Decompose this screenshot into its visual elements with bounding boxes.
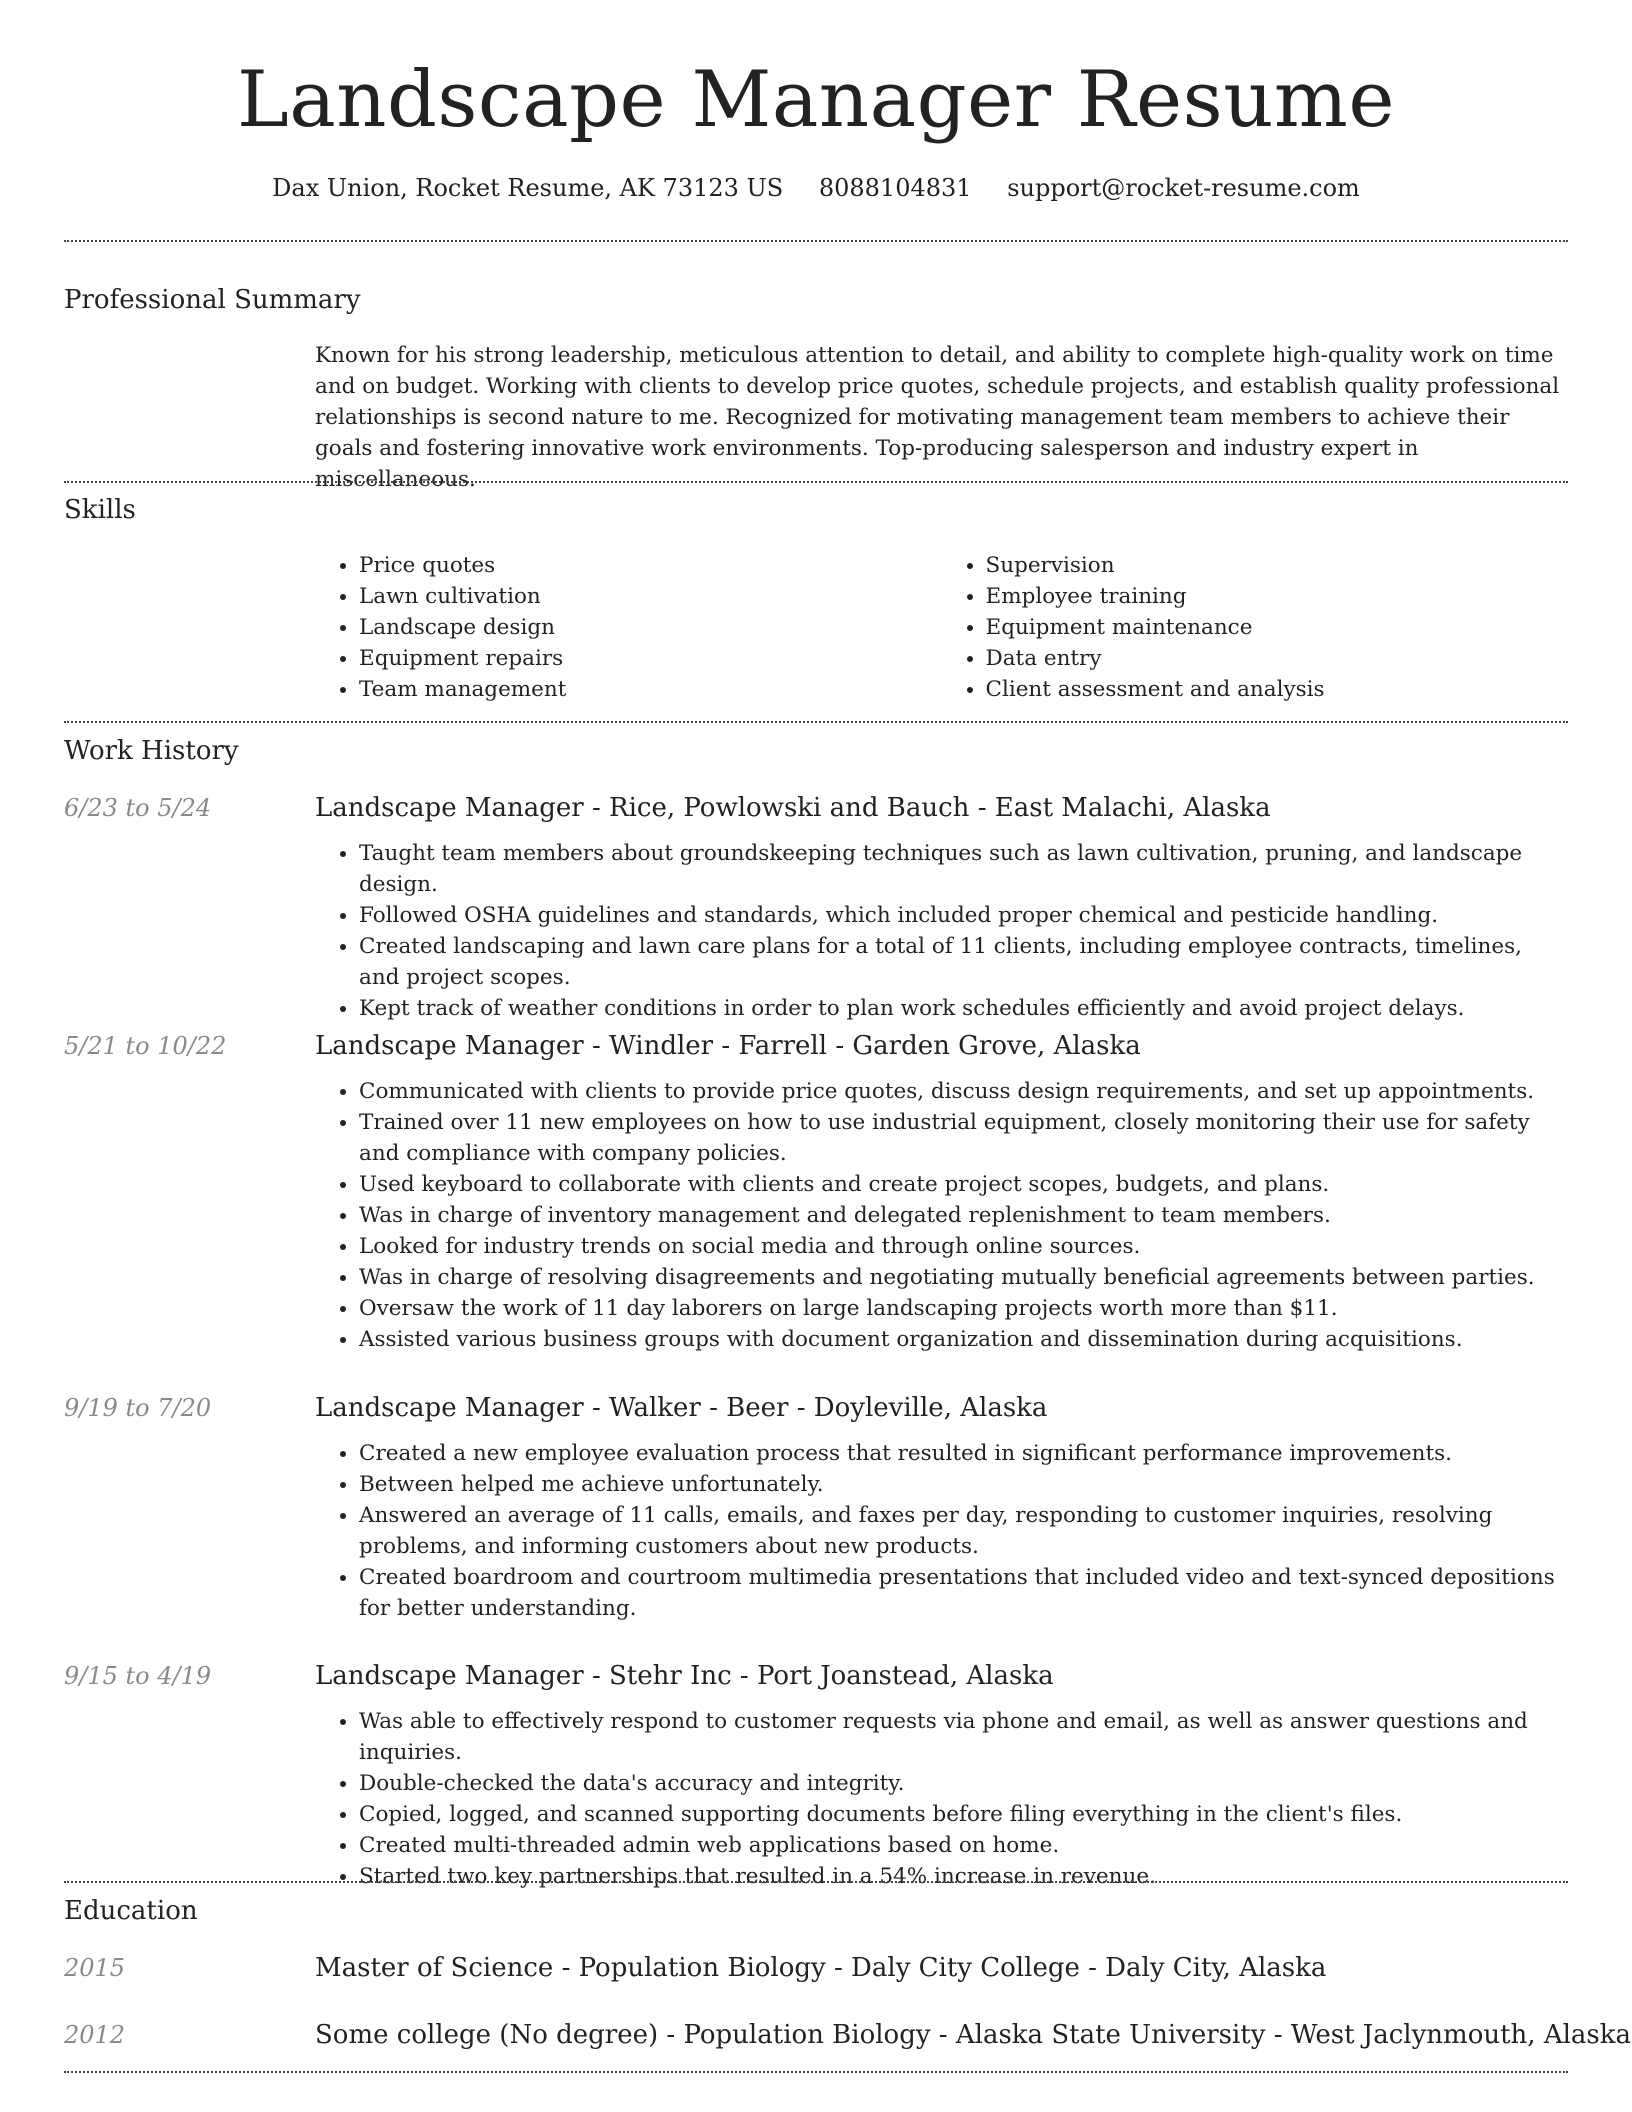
divider xyxy=(64,240,1568,242)
divider xyxy=(64,1881,1568,1883)
job-dates: 5/21 to 10/22 xyxy=(64,1032,227,1060)
education-entry xyxy=(315,1950,1568,1986)
job-bullet: • Copied, logged, and scanned supporting documents before filing everything in the client's files. xyxy=(359,1799,1568,1830)
job-entry xyxy=(315,1028,1568,1355)
skill-item: • Equipment maintenance xyxy=(986,612,1569,643)
skill-item: • Landscape design xyxy=(359,612,942,643)
job-bullets xyxy=(315,1076,1568,1355)
job-dates: 9/15 to 4/19 xyxy=(64,1662,212,1690)
job-bullet: • Created boardroom and courtroom multimedia presentations that included video and text-synced depositions for better understanding. xyxy=(359,1562,1568,1624)
skill-item: • Equipment repairs xyxy=(359,643,942,674)
job-bullet: • Created a new employee evaluation process that resulted in significant performance improvements. xyxy=(359,1438,1568,1469)
contact-phone: 8088104831 xyxy=(818,174,972,202)
contact-line xyxy=(64,170,1568,206)
job-bullets xyxy=(315,1706,1568,1892)
skill-item: • Team management xyxy=(359,674,942,705)
job-bullet: • Kept track of weather conditions in order to plan work schedules efficiently and avoid project delays. xyxy=(359,993,1568,1024)
job-bullet: • Oversaw the work of 11 day laborers on large landscaping projects worth more than $11. xyxy=(359,1293,1568,1324)
job-title: Landscape Manager - Walker - Beer - Doyleville, Alaska xyxy=(315,1393,1048,1423)
job-bullet: • Trained over 11 new employees on how to use industrial equipment, closely monitoring their use for safety and compliance with company policies. xyxy=(359,1107,1568,1169)
job-bullet: • Created multi-threaded admin web applications based on home. xyxy=(359,1830,1568,1861)
job-title: Landscape Manager - Rice, Powlowski and Bauch - East Malachi, Alaska xyxy=(315,793,1271,823)
skill-item: • Supervision xyxy=(986,550,1569,581)
job-entry xyxy=(315,1658,1568,1892)
job-bullet: • Started two key partnerships that resulted in a 54% increase in revenue. xyxy=(359,1861,1568,1892)
summary-text: Known for his strong leadership, meticulous attention to detail, and ability to complete high-quality work on time and on budget. Working with clients to develop price quotes, schedule projects, and establish quality professional relationships is second nature to me. Recognized for motivating management team members to achieve their goals and fostering innovative work environments. Top-producing salesperson and industry expert in miscellaneous. xyxy=(315,343,1560,492)
job-bullet: • Assisted various business groups with document organization and dissemination during acquisitions. xyxy=(359,1324,1568,1355)
job-bullets xyxy=(315,1438,1568,1624)
job-bullet: • Answered an average of 11 calls, emails, and faxes per day, responding to customer inquiries, resolving problems, and informing customers about new products. xyxy=(359,1500,1568,1562)
job-bullet: • Double-checked the data's accuracy and integrity. xyxy=(359,1768,1568,1799)
contact-email: support@rocket-resume.com xyxy=(1007,174,1360,202)
skills-list-right xyxy=(942,550,1569,705)
skills-heading: Skills xyxy=(64,495,136,525)
skills-list-left xyxy=(315,550,942,705)
job-bullet: • Was in charge of resolving disagreements and negotiating mutually beneficial agreements between parties. xyxy=(359,1262,1568,1293)
job-title: Landscape Manager - Windler - Farrell - Garden Grove, Alaska xyxy=(315,1031,1141,1061)
job-bullet: • Followed OSHA guidelines and standards, which included proper chemical and pesticide handling. xyxy=(359,900,1568,931)
job-bullet: • Was in charge of inventory management and delegated replenishment to team members. xyxy=(359,1200,1568,1231)
job-bullet: • Created landscaping and lawn care plans for a total of 11 clients, including employee contracts, timelines, and project scopes. xyxy=(359,931,1568,993)
education-year: 2015 xyxy=(64,1954,126,1982)
job-dates: 6/23 to 5/24 xyxy=(64,794,212,822)
education-entry xyxy=(315,2017,1632,2053)
summary-section xyxy=(315,340,1568,495)
education-degree: Master of Science - Population Biology - Daly City College - Daly City, Alaska xyxy=(315,1953,1327,1983)
skill-item: • Client assessment and analysis xyxy=(986,674,1569,705)
skill-item: • Employee training xyxy=(986,581,1569,612)
page-title: Landscape Manager Resume xyxy=(236,55,1396,145)
skill-item: • Data entry xyxy=(986,643,1569,674)
contact-address: Dax Union, Rocket Resume, AK 73123 US xyxy=(272,174,784,202)
job-bullet: • Used keyboard to collaborate with clients and create project scopes, budgets, and plans. xyxy=(359,1169,1568,1200)
job-bullet: • Taught team members about groundskeeping techniques such as lawn cultivation, pruning, and landscape design. xyxy=(359,838,1568,900)
divider xyxy=(64,721,1568,723)
education-degree: Some college (No degree) - Population Biology - Alaska State University - West Jaclynmouth, Alaska xyxy=(315,2020,1632,2050)
job-entry xyxy=(315,1390,1568,1624)
job-bullet: • Between helped me achieve unfortunately. xyxy=(359,1469,1568,1500)
job-bullet: • Looked for industry trends on social media and through online sources. xyxy=(359,1231,1568,1262)
job-bullet: • Communicated with clients to provide price quotes, discuss design requirements, and set up appointments. xyxy=(359,1076,1568,1107)
divider xyxy=(64,2071,1568,2073)
skills-section xyxy=(315,550,1568,705)
education-heading: Education xyxy=(64,1896,198,1926)
job-bullet: • Was able to effectively respond to customer requests via phone and email, as well as answer questions and inquiries. xyxy=(359,1706,1568,1768)
summary-heading: Professional Summary xyxy=(64,285,361,315)
job-dates: 9/19 to 7/20 xyxy=(64,1394,212,1422)
skill-item: • Lawn cultivation xyxy=(359,581,942,612)
job-entry xyxy=(315,790,1568,1024)
work-heading: Work History xyxy=(64,736,239,766)
education-year: 2012 xyxy=(64,2021,126,2049)
job-title: Landscape Manager - Stehr Inc - Port Joanstead, Alaska xyxy=(315,1661,1054,1691)
divider xyxy=(64,481,1568,483)
job-bullets xyxy=(315,838,1568,1024)
skill-item: • Price quotes xyxy=(359,550,942,581)
